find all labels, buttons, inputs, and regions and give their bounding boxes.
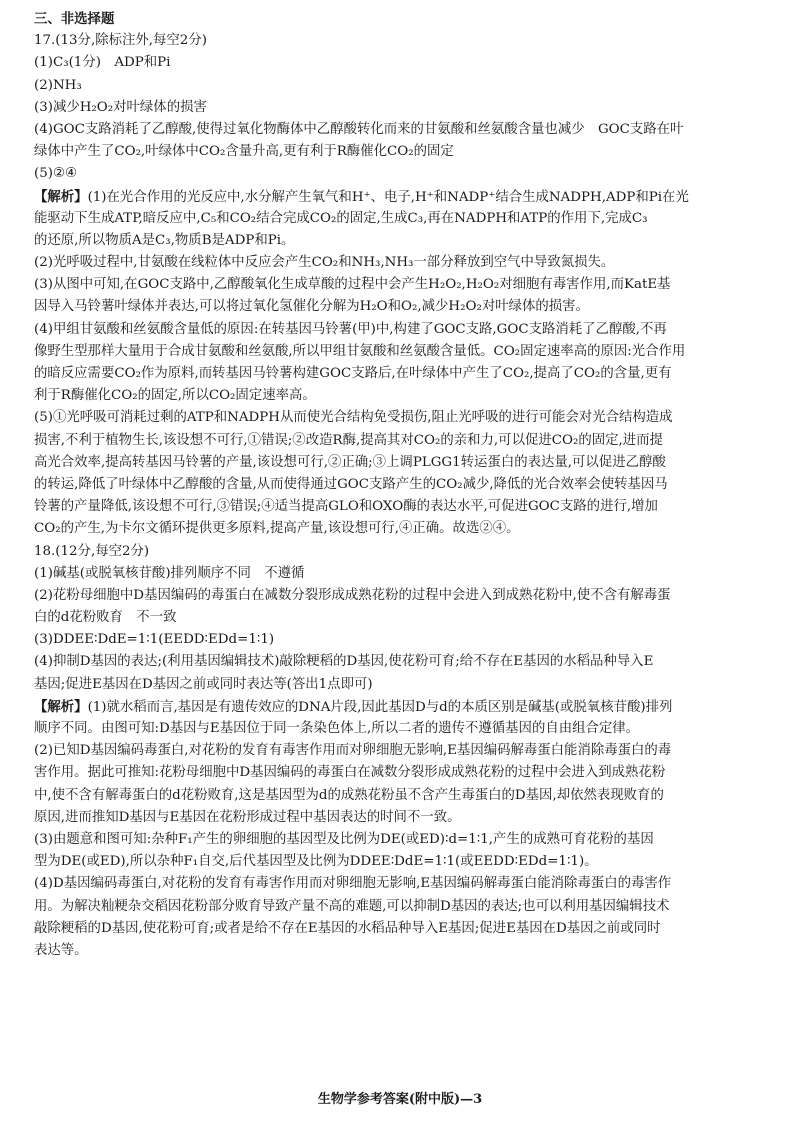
q17-analysis-line: (5)①光呼吸可消耗过剩的ATP和NADPH从而使光合结构免受损伤,阻止光呼吸的进行可能会对光合结构造成 (34, 410, 673, 426)
q18-analysis-line: 中,使不含有解毒蛋白的d花粉败育,这是基因型为d的成熟花粉虽不含产生毒蛋白的D基因,却依然表现败育的 (34, 787, 664, 803)
q17-analysis-line: (4)甲组甘氨酸和丝氨酸含量低的原因:在转基因马铃薯(甲)中,构建了GOC支路,GOC支路消耗了乙醇酸,不再 (34, 321, 667, 337)
q18-answer-line: 白的d花粉败育 不一致 (34, 610, 177, 626)
q18-answer-line: (3)DDEE∶DdE=1∶1(EEDD∶EDd=1∶1) (34, 632, 275, 648)
q17-answer-line: (2)NH₃ (34, 77, 82, 93)
q18-analysis-line: 害作用。据此可推知:花粉母细胞中D基因编码的毒蛋白在减数分裂形成成熟花粉的过程中会进入到成熟花粉 (34, 765, 666, 781)
q17-analysis-line: (2)光呼吸过程中,甘氨酸在线粒体中反应会产生CO₂和NH₃,NH₃一部分释放到空气中导致氮损失。 (34, 255, 615, 271)
q18-analysis-line: 顺序不同。由图可知:D基因与E基因位于同一条染色体上,所以二者的遗传不遵循基因的自由组合定律。 (34, 721, 640, 736)
q18-analysis-line: 型为DE(或ED),所以杂种F₁自交,后代基因型及比例为DDEE∶DdE=1∶1(或EEDD∶EDd=1∶1)。 (34, 854, 598, 870)
q18-analysis-line (34, 696, 772, 718)
q17-analysis-line: 的还原,所以物质A是C₃,物质B是ADP和Pi。 (34, 232, 295, 248)
q17-answer-line: (1)C₃(1分) ADP和Pi (34, 55, 171, 71)
q17-answer-line: (5)②④ (34, 166, 77, 182)
page-content (34, 8, 772, 962)
analysis-text: (1)就水稻而言,基因是有遗传效应的DNA片段,因此基因D与d的本质区别是碱基(或脱氧核苷酸)排列 (87, 699, 673, 715)
q18-analysis-line: (3)由题意和图可知:杂种F₁产生的卵细胞的基因型及比例为DE(或ED)∶d=1∶1,产生的成熟可育花粉的基因 (34, 831, 654, 847)
analysis-tag: 【解析】 (34, 188, 88, 205)
q18-analysis-line: 表达等。 (34, 942, 88, 958)
q18-answer-line: (4)抑制D基因的表达;(利用基因编辑技术)敲除粳稻的D基因,使花粉可育;给不存在E基因的水稻品种导入E (34, 654, 654, 670)
q17-header: 17.(13分,除标注外,每空2分) (34, 33, 207, 49)
q17-analysis-line: 高光合效率,提高转基因马铃薯的产量,该设想可行,②正确;③上调PLGG1转运蛋白的表达量,可以促进乙醇酸 (34, 454, 666, 470)
q18-header: 18.(12分,每空2分) (34, 543, 150, 559)
q18-analysis-line: (2)已知D基因编码毒蛋白,对花粉的发育有毒害作用而对卵细胞无影响,E基因编码解毒蛋白能消除毒蛋白的毒 (34, 743, 672, 759)
q17-analysis-line: 像野生型那样大量用于合成甘氨酸和丝氨酸,所以甲组甘氨酸和丝氨酸含量低。CO₂固定速率高的原因:光合作用 (34, 343, 686, 359)
q17-analysis-line (34, 186, 772, 208)
q18-answer-line: (2)花粉母细胞中D基因编码的毒蛋白在减数分裂形成成熟花粉的过程中会进入到成熟花粉中,使不含有解毒蛋 (34, 587, 671, 603)
q17-analysis-line: 铃薯的产量降低,该设想不可行,③错误;④适当提高GLO和OXO酶的表达水平,可促进GOC支路的进行,增加 (34, 499, 658, 515)
analysis-text: (1)在光合作用的光反应中,水分解产生氧气和H⁺、电子,H⁺和NADP⁺结合生成NADPH,ADP和Pi在光 (87, 189, 689, 205)
q17-analysis-line: 能驱动下生成ATP,暗反应中,C₅和CO₂结合完成CO₂的固定,生成C₃,再在NADPH和ATP的作用下,完成C₃ (34, 210, 648, 226)
q18-analysis-line: (4)D基因编码毒蛋白,对花粉的发育有毒害作用而对卵细胞无影响,E基因编码解毒蛋白能消除毒蛋白的毒害作 (34, 876, 672, 892)
q17-answer-line: (3)减少H₂O₂对叶绿体的损害 (34, 99, 207, 115)
q17-analysis-line: 损害,不利于植物生长,该设想不可行,①错误;②改造R酶,提高其对CO₂的亲和力,可以促进CO₂的固定,进而提 (34, 432, 663, 448)
analysis-tag: 【解析】 (34, 698, 88, 715)
q17-answer-line: 绿体中产生了CO₂,叶绿体中CO₂含量升高,更有利于R酶催化CO₂的固定 (34, 144, 454, 160)
q18-analysis-line: 用。为解决籼粳杂交稻因花粉部分败育导致产量不高的难题,可以抑制D基因的表达;也可以利用基因编辑技术 (34, 898, 670, 914)
q17-analysis-line: 因导入马铃薯叶绿体并表达,可以将过氧化氢催化分解为H₂O和O₂,减少H₂O₂对叶绿体的损害。 (34, 299, 589, 315)
q17-analysis-line: 利于R酶催化CO₂的固定,所以CO₂固定速率高。 (34, 388, 316, 404)
q18-analysis-line: 原因,进而推知D基因与E基因在花粉形成过程中基因表达的时间不一致。 (34, 809, 461, 825)
q17-answer-line: (4)GOC支路消耗了乙醇酸,使得过氧化物酶体中乙醇酸转化而来的甘氨酸和丝氨酸含量也减少 GOC支路在叶 (34, 121, 684, 137)
q17-analysis-line: 的转运,降低了叶绿体中乙醇酸的含量,从而使得通过GOC支路产生的CO₂减少,降低的光合效率会使转基因马 (34, 476, 668, 492)
q18-analysis-line: 敲除粳稻的D基因,使花粉可育;或者是给不存在E基因的水稻品种导入E基因;促进E基因在D基因之前或同时 (34, 920, 661, 936)
section-title: 三、非选择题 (34, 11, 115, 27)
q17-analysis-line: CO₂的产生,为卡尔文循环提供更多原料,提高产量,该设想可行,④正确。故选②④。 (34, 521, 520, 537)
q17-analysis-line: 的暗反应需要CO₂作为原料,而转基因马铃薯构建GOC支路后,在叶绿体中产生了CO₂,提高了CO₂的含量,更有 (34, 366, 672, 381)
q18-answer-line: (1)碱基(或脱氧核苷酸)排列顺序不同 不遵循 (34, 565, 305, 581)
page-footer: 生物学参考答案(附中版)—3 (317, 1092, 483, 1107)
q17-analysis-line: (3)从图中可知,在GOC支路中,乙醇酸氧化生成草酸的过程中会产生H₂O₂,H₂O₂对细胞有毒害作用,而KatE基 (34, 277, 671, 293)
q18-answer-line: 基因;促进E基因在D基因之前或同时表达等(答出1点即可) (34, 676, 373, 692)
